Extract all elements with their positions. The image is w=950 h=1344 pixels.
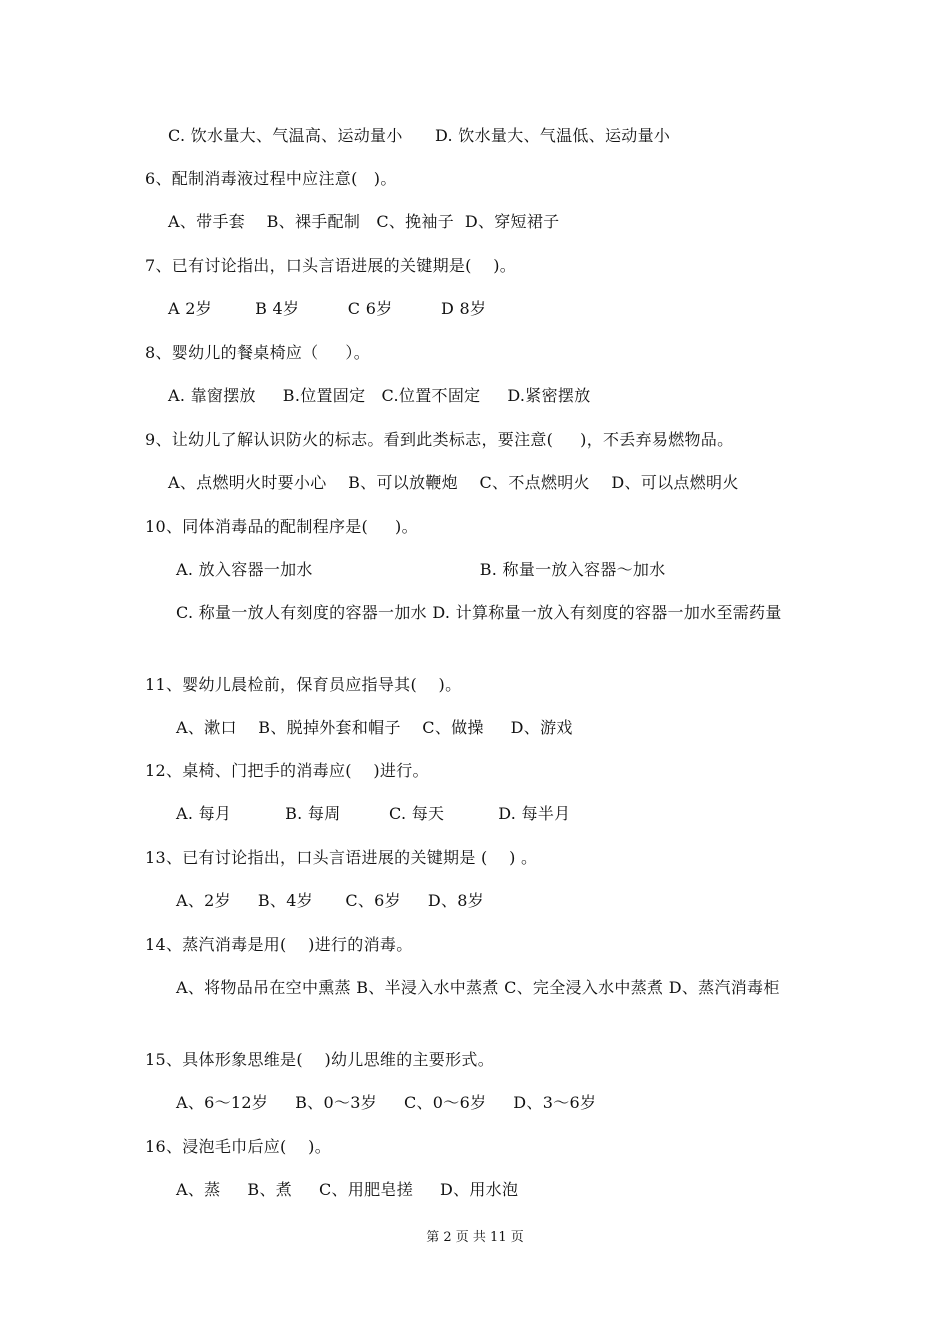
- q6-question: 6、配制消毒液过程中应注意( )。: [145, 169, 397, 188]
- q7-options: A 2岁 B 4岁 C 6岁 D 8岁: [168, 299, 487, 318]
- q12-question: 12、桌椅、门把手的消毒应( )进行。: [145, 761, 429, 780]
- q9-options: A、点燃明火时要小心 B、可以放鞭炮 C、不点燃明火 D、可以点燃明火: [168, 473, 739, 492]
- q16-options: A、蒸 B、煮 C、用肥皂搓 D、用水泡: [176, 1180, 519, 1199]
- q9-question: 9、让幼儿了解认识防火的标志。看到此类标志，要注意( )，不丢弃易燃物品。: [145, 430, 734, 449]
- q13-options: A、2岁 B、4岁 C、6岁 D、8岁: [176, 891, 485, 910]
- q10-options-cd: C. 称量一放人有刻度的容器一加水 D. 计算称量一放入有刻度的容器一加水至需药量: [176, 603, 782, 622]
- q10-question: 10、同体消毒品的配制程序是( )。: [145, 517, 418, 536]
- q11-question: 11、婴幼儿晨检前，保育员应指导其( )。: [145, 675, 462, 694]
- q6-options: A、带手套 B、裸手配制 C、挽袖子 D、穿短裙子: [168, 212, 560, 231]
- q7-question: 7、已有讨论指出，口头言语进展的关键期是( )。: [145, 256, 517, 275]
- q8-options: A. 靠窗摆放 B.位置固定 C.位置不固定 D.紧密摆放: [168, 386, 591, 405]
- q14-question: 14、蒸汽消毒是用( )进行的消毒。: [145, 935, 413, 954]
- q15-question: 15、具体形象思维是( )幼儿思维的主要形式。: [145, 1050, 494, 1069]
- q15-options: A、6～12岁 B、0～3岁 C、0～6岁 D、3～6岁: [176, 1093, 597, 1112]
- q14-options: A、将物品吊在空中熏蒸 B、半浸入水中蒸煮 C、完全浸入水中蒸煮 D、蒸汽消毒柜: [176, 978, 780, 997]
- q12-options: A. 每月 B. 每周 C. 每天 D. 每半月: [176, 804, 571, 823]
- q11-options: A、漱口 B、脱掉外套和帽子 C、做操 D、游戏: [176, 718, 573, 737]
- page-footer: 第 2 页 共 11 页: [426, 1230, 524, 1245]
- q10-options-ab: A. 放入容器一加水 B. 称量一放入容器～加水: [176, 560, 666, 579]
- q5-options-cd: C. 饮水量大、气温高、运动量小 D. 饮水量大、气温低、运动量小: [168, 126, 671, 145]
- q8-question: 8、婴幼儿的餐桌椅应（ ）。: [145, 343, 371, 362]
- q16-question: 16、浸泡毛巾后应( )。: [145, 1137, 331, 1156]
- q13-question: 13、已有讨论指出，口头言语进展的关键期是 ( ) 。: [145, 848, 538, 867]
